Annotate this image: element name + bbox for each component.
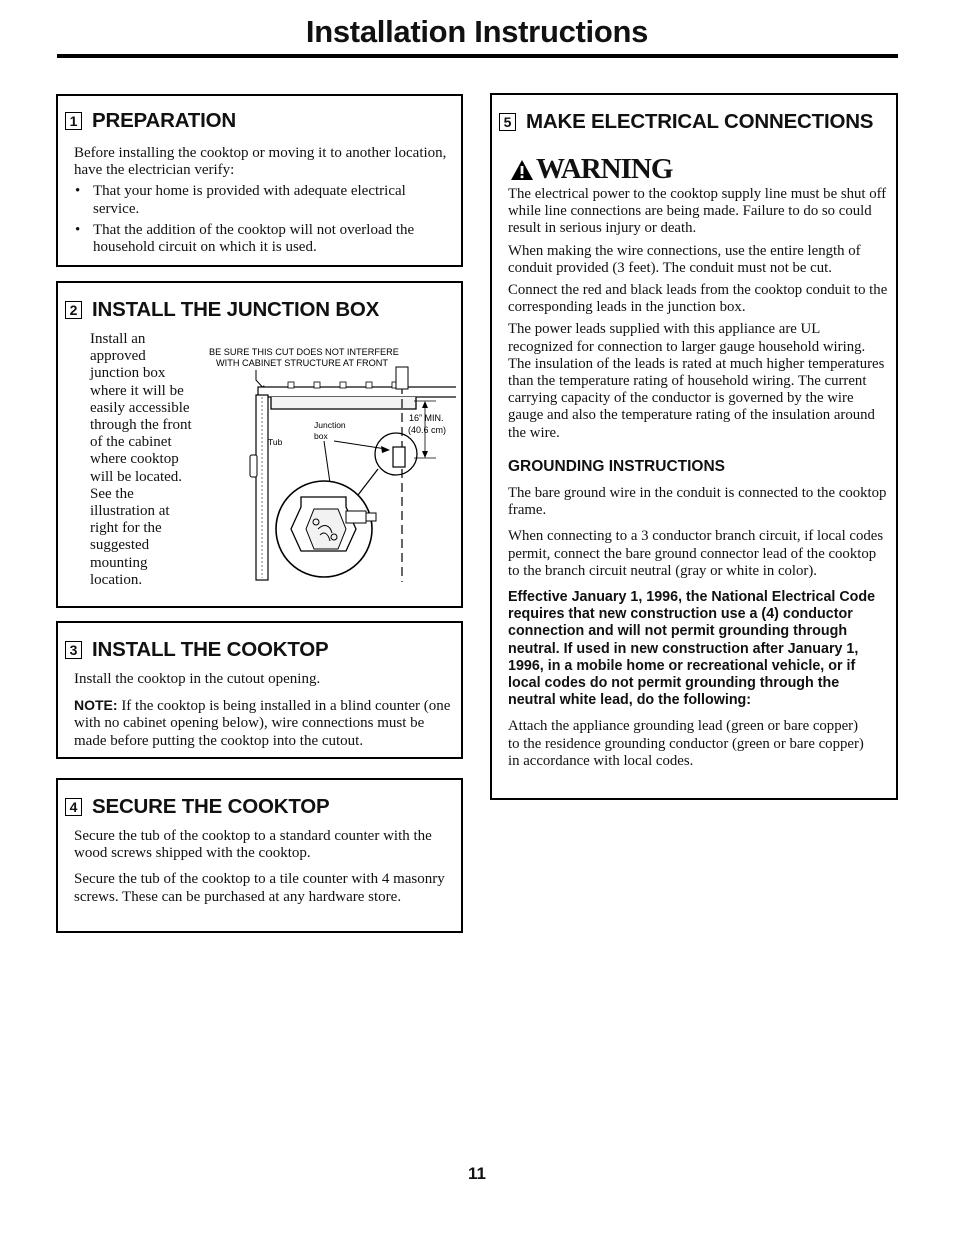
cooktop-note [74,697,456,750]
secure-section [56,778,463,933]
list-item: • That your home is provided with adequate electrical service. [74,183,452,217]
warning-label: WARNING [536,153,673,185]
junction-box-body: Install an approved junction box where it will be easily accessible through the front of the cabinet where cooktop will be located. See the illustration at right for the suggested mounting location. [90,331,192,588]
diagram-caption-line1: BE SURE THIS CUT DOES NOT INTERFERE [209,347,399,357]
section-title: MAKE ELECTRICAL CONNECTIONS [526,110,874,133]
code-notice: Effective January 1, 1996, the National Electrical Code requires that new construction use a (4) conductor connection and will not permit grounding through neutral. If used in new construction after January 1, 1996, in a mobile home or recreational vehicle, or if local codes do not permit grounding through the neutral white lead, do the following: [508,589,876,709]
preparation-section [56,94,463,267]
electrical-para: When making the wire connections, use the entire length of conduit provided (3 feet). The conduit must not be cut. [508,242,861,276]
section-number: 3 [65,641,82,659]
section-title: INSTALL THE JUNCTION BOX [92,298,380,321]
electrical-header [499,110,873,134]
secure-para-1: Secure the tub of the cooktop to a standard counter with the wood screws shipped with the cooktop. [74,828,432,862]
title-rule [57,54,898,58]
tub-label: Tub [268,437,283,447]
electrical-body [508,186,888,779]
cooktop-text: Install the cooktop in the cutout opening. [74,671,321,687]
dimension-label-line1: 16” MIN. [409,413,444,423]
junction-box-diagram [206,337,456,587]
secure-header [65,795,330,819]
section-title: PREPARATION [92,109,236,132]
list-item: • That the addition of the cooktop will not overload the household circuit on which it is used. [74,222,452,256]
cooktop-section [56,621,463,759]
diagram-caption-line2: WITH CABINET STRUCTURE AT FRONT [216,358,389,368]
page-number: 11 [468,1164,486,1183]
page-title: Installation Instructions [305,14,649,49]
electrical-para: Connect the red and black leads from the cooktop conduit to the corresponding leads in the junction box. [508,282,888,316]
grounding-title: GROUNDING INSTRUCTIONS [508,457,725,475]
final-paragraph: Attach the appliance grounding lead (green or bare copper) to the residence grounding conductor (green or bare copper) in accordance with local codes. [508,718,864,769]
note-text: If the cooktop is being installed in a blind counter (one with no cabinet opening below), wire connections must be made before putting the cooktop into the cutout. [74,698,451,749]
grounding-para: When connecting to a 3 conductor branch circuit, if local codes permit, connect the bare ground connector lead of the cooktop to the branch circuit neutral (gray or white in color). [508,528,884,579]
junction-label-line1: Junction [314,420,346,430]
electrical-para: The electrical power to the cooktop supply line must be shut off while line connections are being made. Failure to do so could result in serious injury or death. [508,186,887,237]
preparation-header [65,109,236,133]
section-number: 4 [65,798,82,816]
cooktop-header [65,638,329,662]
grounding-para: The bare ground wire in the conduit is connected to the cooktop frame. [508,485,887,519]
warning-heading [510,153,672,186]
section-number: 5 [499,113,516,131]
cooktop-body [74,671,456,759]
note-label: NOTE: [74,697,118,714]
dimension-label-line2: (40.6 cm) [408,425,447,435]
section-number: 1 [65,112,82,130]
electrical-section [490,93,898,800]
junction-box-header [65,298,379,322]
secure-para-2: Secure the tub of the cooktop to a tile counter with 4 masonry screws. These can be purchased at any hardware store. [74,871,445,905]
preparation-body [74,145,452,260]
junction-box-section [56,281,463,608]
preparation-list [74,183,452,256]
secure-body [74,828,449,915]
section-title: INSTALL THE COOKTOP [92,638,329,661]
warning-triangle-icon [510,159,534,181]
junction-label-line2: box [314,431,328,441]
electrical-para: The power leads supplied with this appliance are UL recognized for connection to larger gauge household wiring. The insulation of the leads is rated at much higher temperatures than the temperature rating of household wiring. The current carrying capacity of the conductor is governed by the wire gauge and also the temperature rating of the insulation around the wire. [508,321,885,441]
preparation-intro: Before installing the cooktop or moving it to another location, have the electrician verify: [74,145,447,179]
section-title: SECURE THE COOKTOP [92,795,330,818]
section-number: 2 [65,301,82,319]
